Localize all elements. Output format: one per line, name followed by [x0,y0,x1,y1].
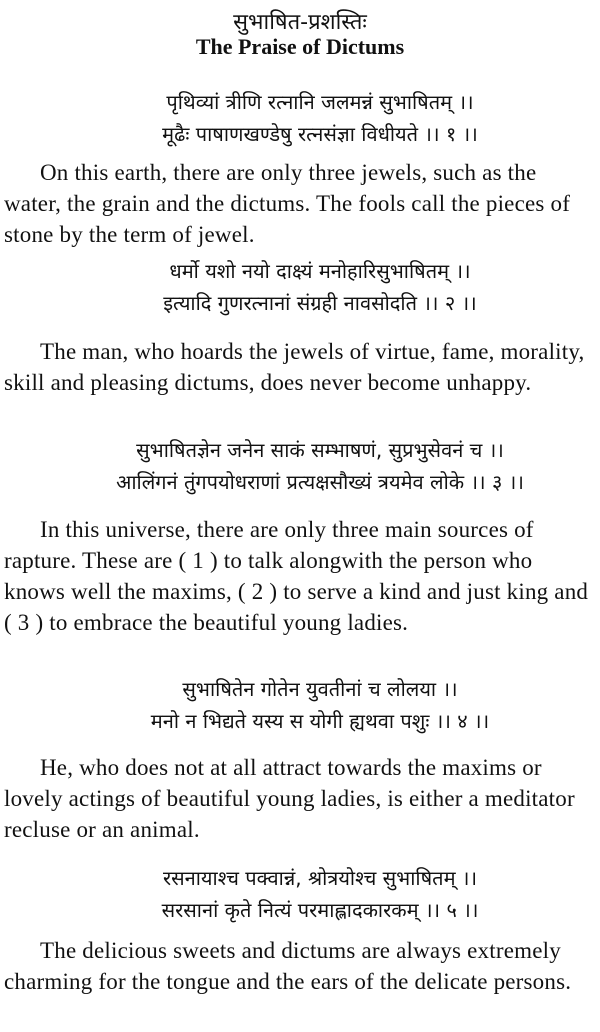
verse-line: सुभाषितज्ञेन जनेन साकं सम्भाषणं, सुप्रभुसेवनं च ।। [136,438,504,462]
verse-line: सुभाषितेन गोतेन युवतीनां च लोलया ।। [182,677,458,701]
verse-line: पृथिव्यां त्रीणि रत्नानि जलमन्नं सुभाषितम् ।। [166,90,474,114]
verse-line: धर्मो यशो नयो दाक्ष्यं मनोहारिसुभाषितम् ।। [169,259,471,283]
verse-line: मनो न भिद्यते यस्य स योगी ह्यथवा पशुः ।। ४ ।। [150,709,490,733]
verse-line: इत्यादि गुणरत्नानां संग्रही नावसोदति ।। २ ।। [163,291,477,315]
verse-2 [60,255,580,319]
verse-5 [60,862,580,926]
verse-line: रसनायाश्च पक्वान्नं, श्रोत्रयोश्च सुभाषितम् ।। [162,866,478,890]
translation-text: On this earth, there are only three jewels, such as the water, the grain and the dictums. The fools call the pieces of stone by the term of jewel. [4,160,571,247]
translation-5 [4,935,594,997]
verse-line: मूढैः पाषाणखण्डेषु रत्नसंज्ञा विधीयते ।। १ ।। [162,122,478,146]
verse-line: आलिंगनं तुंगपयोधराणां प्रत्यक्षसौख्यं त्रयमेव लोके ।। ३ ।। [116,470,524,494]
verse-line: सरसानां कृते नित्यं परमाह्लादकारकम् ।। ५ ।। [161,898,479,922]
translation-text: The delicious sweets and dictums are always extremely charming for the tongue and the ears of the delicate persons. [4,938,572,994]
translation-4 [4,752,594,845]
verse-4 [60,673,580,737]
verse-3 [60,434,580,498]
translation-3 [4,514,594,638]
sanskrit-title: सुभाषित-प्रशस्तिः [233,10,367,35]
translation-2 [4,336,594,398]
translation-1 [4,157,594,250]
translation-text: The man, who hoards the jewels of virtue, fame, morality, skill and pleasing dictums, does never become unhappy. [4,339,585,395]
translation-text: In this universe, there are only three main sources of rapture. These are ( 1 ) to talk alongwith the person who knows well the maxims, ( 2 ) to serve a kind and just king and ( 3 ) to embrace the beautiful young ladies. [4,517,589,635]
translation-text: He, who does not at all attract towards the maxims or lovely actings of beautiful young ladies, is either a meditator recluse or an animal. [4,755,575,842]
verse-1 [60,86,580,150]
english-title: The Praise of Dictums [195,34,405,59]
